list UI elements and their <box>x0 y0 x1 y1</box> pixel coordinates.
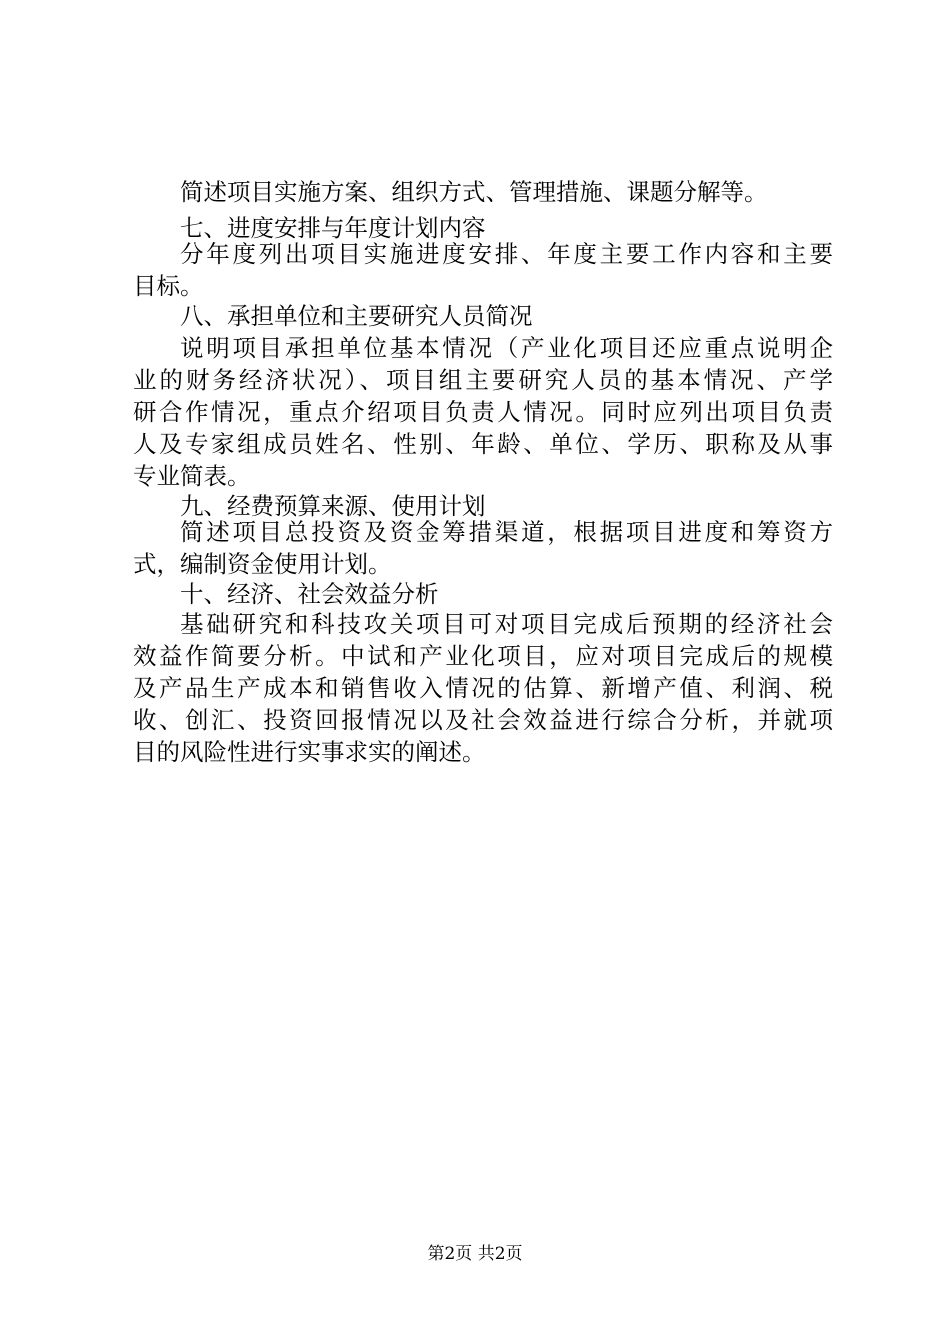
paragraph-units-line-3: 研合作情况，重点介绍项目负责人情况。同时应列出项目负责 <box>133 398 833 426</box>
heading-schedule: 七、进度安排与年度计划内容 <box>180 214 486 242</box>
heading-benefits: 十、经济、社会效益分析 <box>180 580 439 608</box>
paragraph-units-line-2: 业的财务经济状况）、项目组主要研究人员的基本情况、产学 <box>133 366 833 394</box>
paragraph-benefits-line-5: 目的风险性进行实事求实的阐述。 <box>133 738 486 766</box>
paragraph-benefits-line-2: 效益作简要分析。中试和产业化项目，应对项目完成后的规模 <box>133 642 833 670</box>
paragraph-units-line-4: 人及专家组成员姓名、性别、年龄、单位、学历、职称及从事 <box>133 430 833 458</box>
paragraph-schedule-line-2: 目标。 <box>133 272 204 300</box>
paragraph-benefits-line-1: 基础研究和科技攻关项目可对项目完成后预期的经济社会 <box>180 610 833 638</box>
paragraph-benefits-line-3: 及产品生产成本和销售收入情况的估算、新增产值、利润、税 <box>133 674 833 702</box>
paragraph-schedule-line-1: 分年度列出项目实施进度安排、年度主要工作内容和主要 <box>180 240 833 268</box>
paragraph-budget-line-1: 简述项目总投资及资金筹措渠道，根据项目进度和筹资方 <box>180 518 833 546</box>
paragraph-units-line-5: 专业简表。 <box>133 462 251 490</box>
paragraph-units-line-1: 说明项目承担单位基本情况（产业化项目还应重点说明企 <box>180 334 833 362</box>
paragraph-benefits-line-4: 收、创汇、投资回报情况以及社会效益进行综合分析，并就项 <box>133 706 833 734</box>
paragraph-budget-line-2: 式，编制资金使用计划。 <box>133 550 392 578</box>
heading-budget: 九、经费预算来源、使用计划 <box>180 492 486 520</box>
page-number-footer: 第2页 共2页 <box>427 1244 523 1264</box>
paragraph-implementation-line-1: 简述项目实施方案、组织方式、管理措施、课题分解等。 <box>180 178 768 206</box>
heading-units-personnel: 八、承担单位和主要研究人员简况 <box>180 302 533 330</box>
